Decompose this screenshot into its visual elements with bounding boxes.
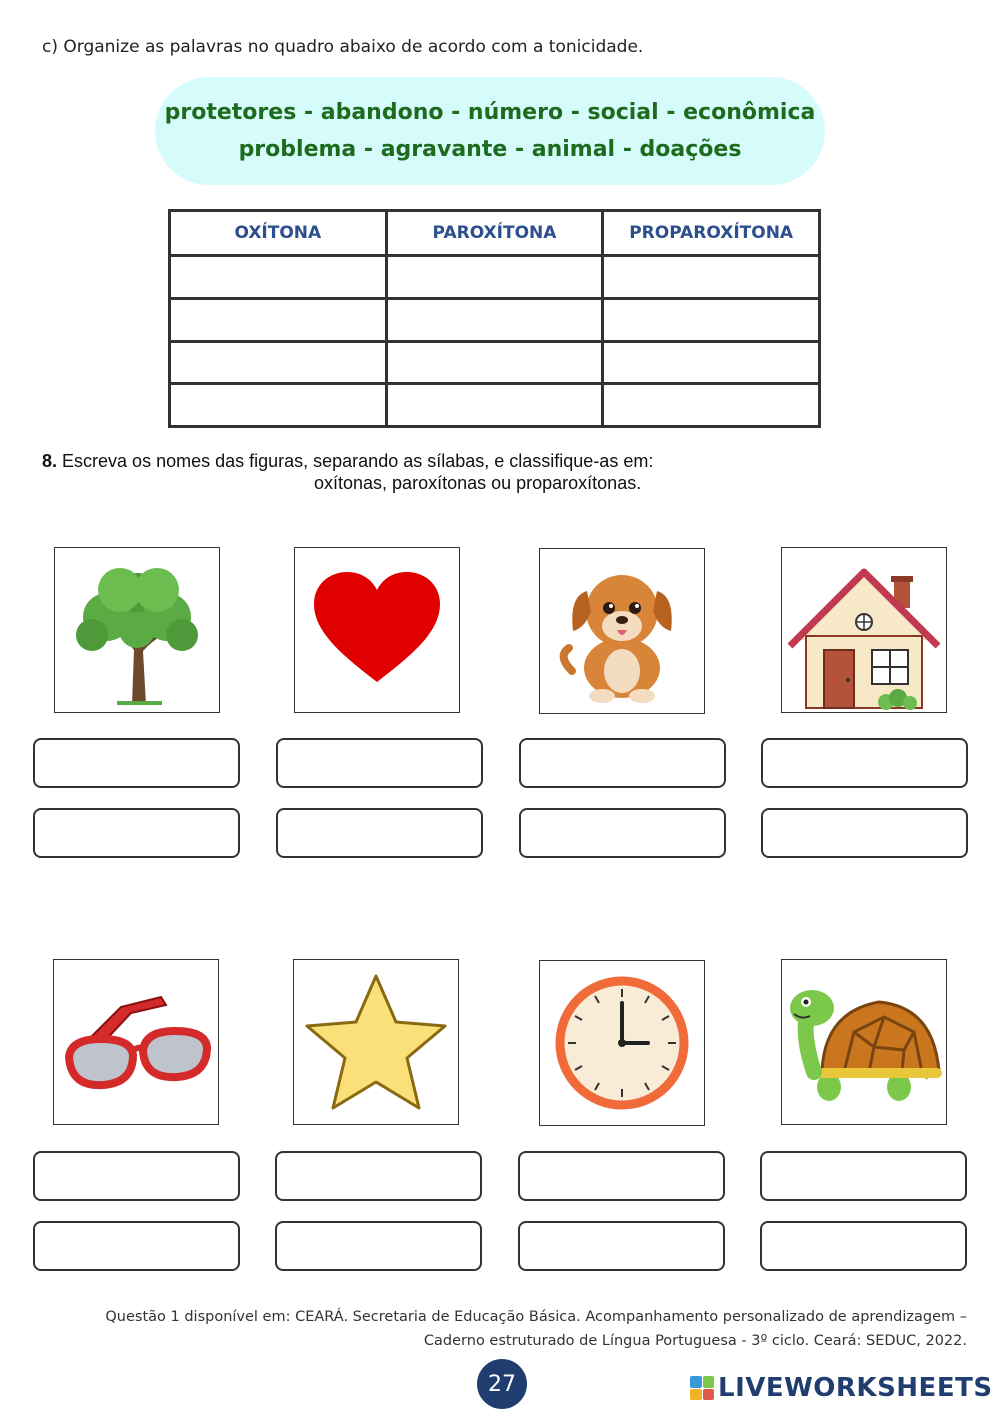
table-cell[interactable] xyxy=(603,384,820,427)
figure-clock xyxy=(539,960,705,1126)
answer-box-classification[interactable] xyxy=(276,808,483,858)
clock-icon xyxy=(552,973,692,1113)
question-number: 8. xyxy=(42,451,58,471)
answer-box-classification[interactable] xyxy=(761,808,968,858)
star-icon xyxy=(301,970,451,1115)
figure-tree xyxy=(54,547,220,713)
table-cell[interactable] xyxy=(386,298,603,341)
glasses-icon xyxy=(61,987,211,1097)
word-bank-line-2: problema - agravante - animal - doações xyxy=(238,137,742,162)
word-bank-line-1: protetores - abandono - número - social - econômica xyxy=(164,100,816,125)
turtle-icon xyxy=(784,972,944,1112)
figure-star xyxy=(293,959,459,1125)
answer-box-classification[interactable] xyxy=(518,1221,725,1271)
table-cell[interactable] xyxy=(603,256,820,299)
tonicity-table xyxy=(168,209,821,428)
question-text-line-2: oxítonas, paroxítonas ou proparoxítonas. xyxy=(314,473,642,493)
header-oxitona: OXÍTONA xyxy=(170,211,387,256)
answer-box-classification[interactable] xyxy=(33,1221,240,1271)
answer-box-syllables[interactable] xyxy=(761,738,968,788)
figure-turtle xyxy=(781,959,947,1125)
table-cell[interactable] xyxy=(386,256,603,299)
table-cell[interactable] xyxy=(170,384,387,427)
table-row xyxy=(170,384,820,427)
heart-icon xyxy=(312,570,442,690)
dog-icon xyxy=(547,556,697,706)
table-cell[interactable] xyxy=(603,341,820,384)
brand-name: LIVEWORKSHEETS xyxy=(718,1373,993,1403)
answer-box-syllables[interactable] xyxy=(276,738,483,788)
table-row xyxy=(170,298,820,341)
answer-box-classification[interactable] xyxy=(275,1221,482,1271)
table-cell[interactable] xyxy=(170,256,387,299)
table-cell[interactable] xyxy=(386,341,603,384)
header-proparoxitona: PROPAROXÍTONA xyxy=(603,211,820,256)
question-8 xyxy=(42,450,802,494)
brand-blocks-icon xyxy=(690,1376,714,1400)
answer-box-syllables[interactable] xyxy=(519,738,726,788)
page-number: 27 xyxy=(477,1359,527,1409)
source-credit xyxy=(37,1305,967,1353)
table-cell[interactable] xyxy=(603,298,820,341)
answer-box-syllables[interactable] xyxy=(275,1151,482,1201)
word-bank xyxy=(155,77,825,185)
answer-box-classification[interactable] xyxy=(33,808,240,858)
table-cell[interactable] xyxy=(170,298,387,341)
figure-glasses xyxy=(53,959,219,1125)
answer-box-syllables[interactable] xyxy=(33,1151,240,1201)
answer-box-syllables[interactable] xyxy=(760,1151,967,1201)
tree-icon xyxy=(62,555,212,705)
instruction-c: c) Organize as palavras no quadro abaixo de acordo com a tonicidade. xyxy=(42,37,644,57)
question-text-line-1: Escreva os nomes das figuras, separando as sílabas, e classifique-as em: xyxy=(62,451,654,471)
answer-box-classification[interactable] xyxy=(760,1221,967,1271)
liveworksheets-logo xyxy=(690,1373,993,1403)
table-cell[interactable] xyxy=(170,341,387,384)
table-row xyxy=(170,341,820,384)
figure-house xyxy=(781,547,947,713)
credit-line-2: Caderno estruturado de Língua Portuguesa - 3º ciclo. Ceará: SEDUC, 2022. xyxy=(423,1333,967,1349)
table-cell[interactable] xyxy=(386,384,603,427)
answer-box-classification[interactable] xyxy=(519,808,726,858)
figure-dog xyxy=(539,548,705,714)
credit-line-1: Questão 1 disponível em: CEARÁ. Secretaria de Educação Básica. Acompanhamento personalizado de aprendizagem – xyxy=(105,1309,967,1325)
table-row xyxy=(170,256,820,299)
answer-box-syllables[interactable] xyxy=(518,1151,725,1201)
figure-heart xyxy=(294,547,460,713)
header-paroxitona: PAROXÍTONA xyxy=(386,211,603,256)
house-icon xyxy=(784,550,944,710)
answer-box-syllables[interactable] xyxy=(33,738,240,788)
